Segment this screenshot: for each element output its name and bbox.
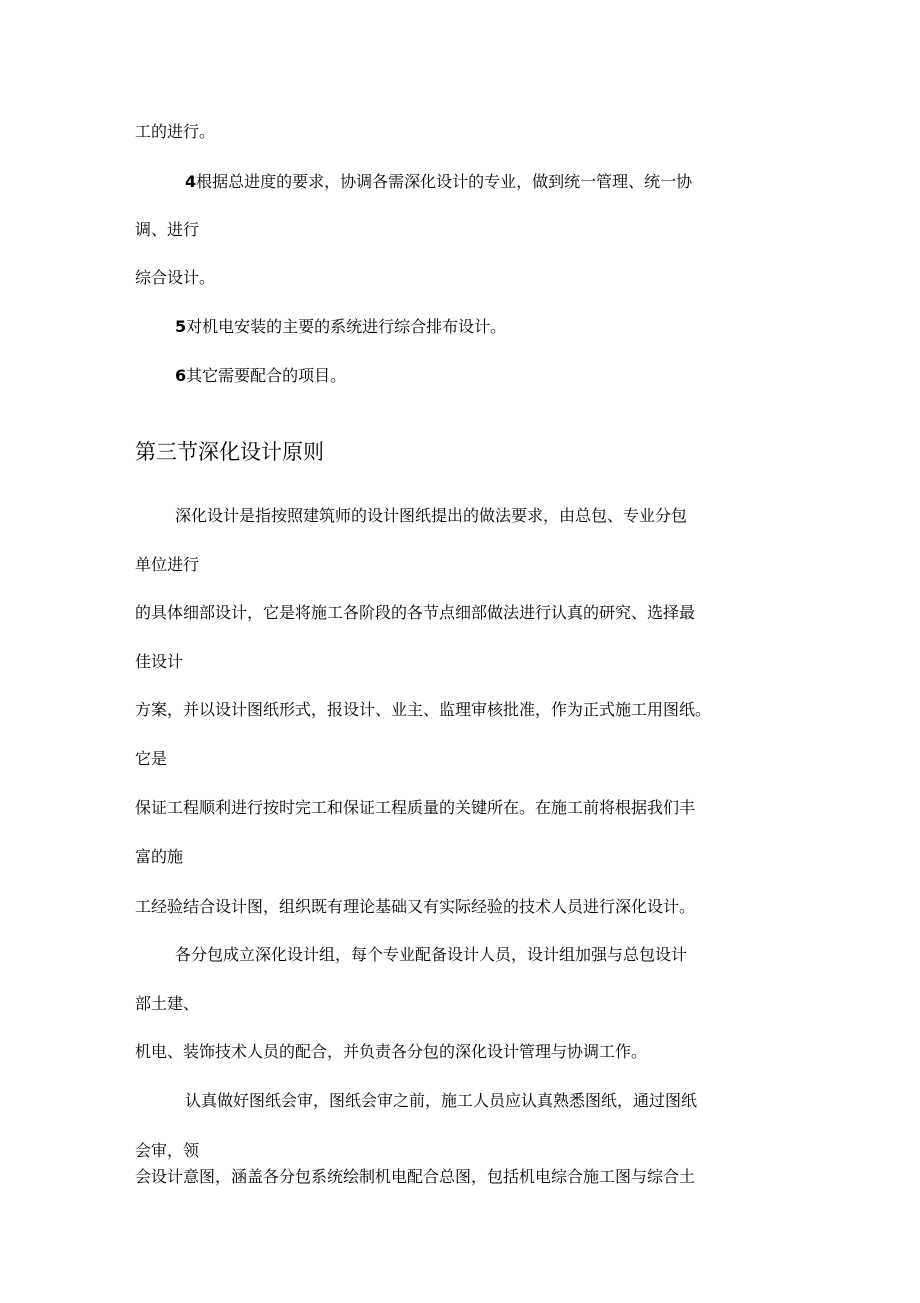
list-item-6 — [175, 366, 346, 386]
section-title: 第三节深化设计原则 — [135, 440, 324, 464]
paragraph-line: 深化设计是指按照建筑师的设计图纸提出的做法要求，由总包、专业分包 — [175, 506, 688, 525]
list-text: 对机电安装的主要的系统进行综合排布设计。 — [186, 317, 507, 336]
text-line: 工的进行。 — [135, 122, 216, 141]
list-number: 4 — [185, 172, 197, 191]
paragraph-line: 各分包成立深化设计组，每个专业配备设计人员，设计组加强与总包设计 — [175, 945, 688, 964]
list-text: 其它需要配合的项目。 — [186, 366, 347, 385]
list-item-4 — [185, 172, 692, 192]
list-item-5 — [175, 317, 506, 337]
paragraph-line: 部土建、 — [135, 994, 200, 1013]
paragraph-line: 方案，并以设计图纸形式，报设计、业主、监理审核批准，作为正式施工用图纸。 — [135, 700, 712, 719]
paragraph-line: 的具体细部设计，它是将施工各阶段的各节点细部做法进行认真的研究、选择最 — [135, 603, 696, 622]
paragraph-line: 会审，领 — [135, 1141, 200, 1160]
paragraph-line: 机电、装饰技术人员的配合，并负责各分包的深化设计管理与协调工作。 — [135, 1042, 648, 1061]
paragraph-line: 工经验结合设计图，组织既有理论基础又有实际经验的技术人员进行深化设计。 — [135, 897, 696, 916]
list-number: 6 — [175, 366, 187, 385]
text-line: 调、进行 — [135, 220, 200, 239]
paragraph-line: 会设计意图，涵盖各分包系统绘制机电配合总图，包括机电综合施工图与综合土 — [135, 1167, 696, 1186]
paragraph-line: 单位进行 — [135, 555, 200, 574]
paragraph-line: 保证工程顺利进行按时完工和保证工程质量的关键所在。在施工前将根据我们丰 — [135, 798, 696, 817]
text-line: 综合设计。 — [135, 268, 216, 287]
paragraph-line: 佳设计 — [135, 652, 184, 671]
paragraph-line: 它是 — [135, 749, 168, 768]
list-number: 5 — [175, 317, 187, 336]
paragraph-line: 认真做好图纸会审，图纸会审之前，施工人员应认真熟悉图纸，通过图纸 — [185, 1091, 698, 1110]
list-text: 根据总进度的要求，协调各需深化设计的专业，做到统一管理、统一协 — [196, 172, 693, 191]
paragraph-line: 富的施 — [135, 847, 184, 866]
